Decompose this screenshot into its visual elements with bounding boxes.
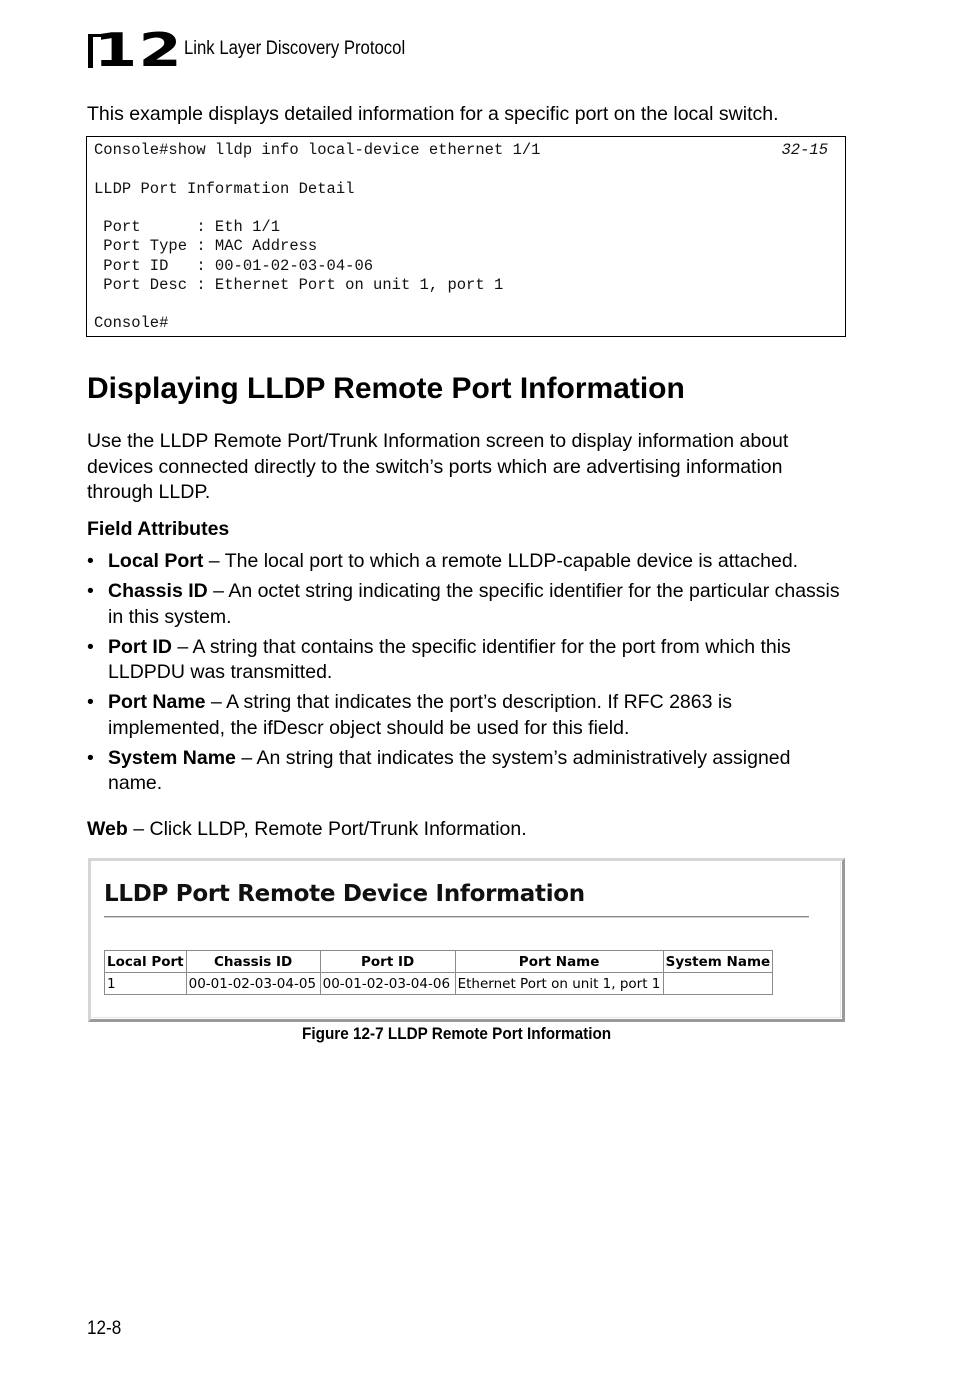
bullet-text: – An string that indicates the system’s administratively assigned name. [108,746,791,794]
bullet-term: System Name [108,746,236,769]
list-item [87,746,847,797]
bullet-term: Port ID [108,635,172,658]
code-heading: LLDP Port Information Detail [94,180,355,198]
bullet-icon: • [87,580,94,602]
intro-text: This example displays detailed information for a specific port on the local switch. [87,103,779,125]
cell-port-name: Ethernet Port on unit 1, port 1 [455,973,663,995]
column-header-port-name: Port Name [455,951,663,973]
section-title: Displaying LLDP Remote Port Information [87,372,685,405]
figure-caption: Figure 12-7 LLDP Remote Port Information [302,1024,612,1043]
code-reference: 32-15 [781,141,828,159]
column-header-local-port: Local Port [105,951,187,973]
list-item [87,549,847,575]
code-port: Port : Eth 1/1 [94,218,281,236]
cell-system-name [663,973,773,995]
panel-title: LLDP Port Remote Device Information [104,881,585,907]
page-number: 12-8 [87,1318,122,1339]
bullet-term: Local Port [108,550,204,572]
cell-port-id: 00-01-02-03-04-06 [320,973,455,995]
bullet-term: Chassis ID [108,580,208,602]
field-attributes-list [87,549,847,801]
list-item [87,690,847,741]
bullet-icon: • [87,635,94,658]
code-command: Console#show lldp info local-device ethernet 1/1 [94,141,541,159]
bullet-text: – A string that contains the specific identifier for the port from which this LLDPDU was transmitted. [108,635,791,683]
column-header-port-id: Port ID [320,951,455,973]
field-attributes-heading: Field Attributes [87,518,230,540]
running-title: Link Layer Discovery Protocol [184,38,406,59]
bullet-icon: • [87,746,94,769]
code-prompt: Console# [94,314,169,332]
bullet-term: Port Name [108,691,206,713]
panel-divider [104,916,809,918]
section-paragraph: Use the LLDP Remote Port/Trunk Information screen to display information about devices connected directly to the switch’s ports which are advertising information through LLDP. [87,430,789,503]
bullet-icon: • [87,550,94,572]
list-item [87,579,847,630]
bullet-text: – A string that indicates the port’s description. If RFC 2863 is implemented, the ifDescr object should be used for this field. [108,691,732,739]
table-row [105,973,773,995]
web-text: – Click LLDP, Remote Port/Trunk Information. [127,818,527,840]
table-header-row [105,951,773,973]
chapter-number-text: 12 [94,23,184,77]
bullet-icon: • [87,691,94,713]
code-port-type: Port Type : MAC Address [94,237,318,255]
bullet-text: – The local port to which a remote LLDP-capable device is attached. [203,550,799,572]
list-item [87,635,847,686]
code-port-desc: Port Desc : Ethernet Port on unit 1, port 1 [94,276,504,294]
column-header-system-name: System Name [663,951,773,973]
remote-device-panel [88,858,845,1022]
code-port-id: Port ID : 00-01-02-03-04-06 [94,257,374,275]
remote-device-table [104,950,773,995]
bullet-text: – An octet string indicating the specific identifier for the particular chassis in this system. [108,580,840,628]
cell-local-port: 1 [105,973,187,995]
chapter-number [88,23,184,77]
cell-chassis-id: 00-01-02-03-04-05 [186,973,320,995]
column-header-chassis-id: Chassis ID [186,951,320,973]
code-example [86,136,846,337]
web-label: Web [87,818,128,840]
web-instruction [87,818,527,841]
